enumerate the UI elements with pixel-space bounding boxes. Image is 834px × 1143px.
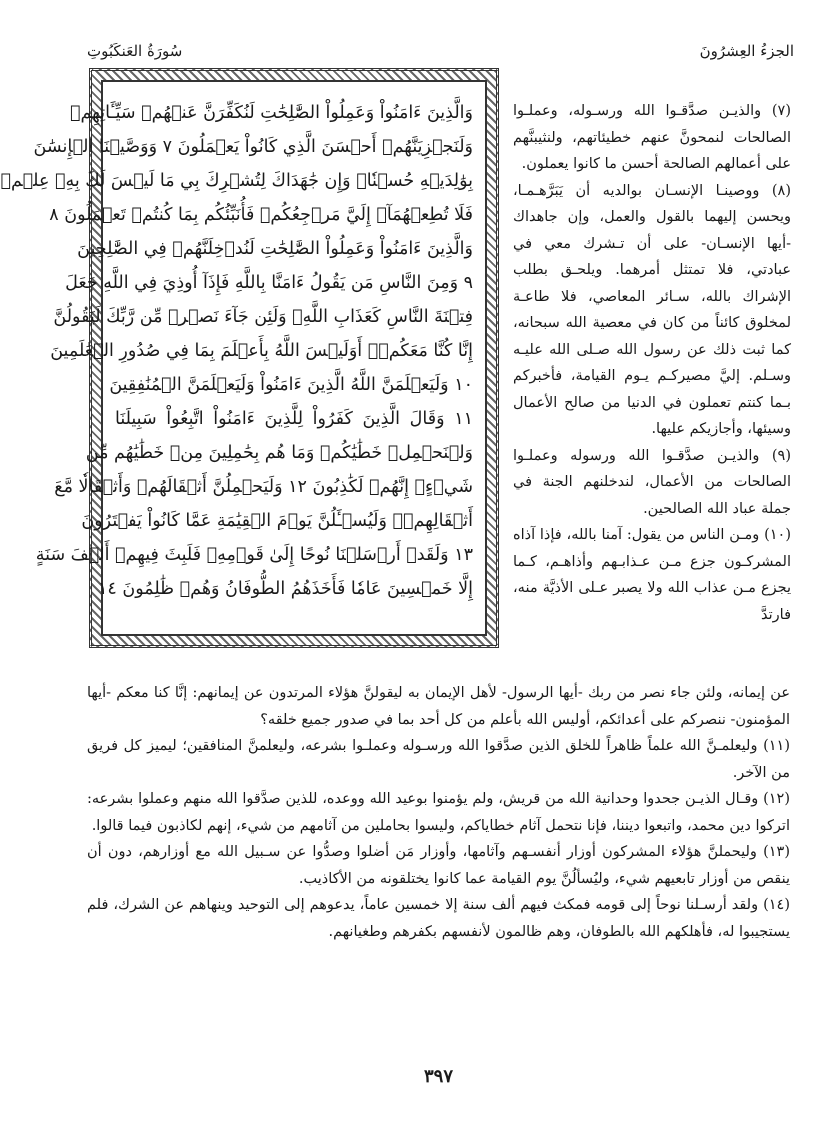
quran-frame — [0, 68, 499, 648]
quran-line: إِنَّا كُنَّا مَعَكُمۡۚ أَوَلَيۡسَ اللَّهُ بِأَعۡلَمَ بِمَا فِي صُدُورِ الۡعَٰلَمِينَ — [50, 341, 473, 361]
quran-line: وَالَّذِينَ ءَامَنُواْ وَعَمِلُواْ الصَّٰلِحَٰتِ لَنُكَفِّرَنَّ عَنۡهُمۡ سَيِّـَٔاتِهِمۡ — [70, 103, 473, 123]
quran-line: ١٠ وَلَيَعۡلَمَنَّ اللَّهُ الَّذِينَ ءَامَنُواْ وَلَيَعۡلَمَنَّ الۡمُنَٰفِقِينَ — [109, 375, 473, 395]
quran-line: بِوَٰلِدَيۡهِ حُسۡنٗاۖ وَإِن جَٰهَدَاكَ لِتُشۡرِكَ بِي مَا لَيۡسَ لَكَ بِهِۦ عِلۡمٞ — [0, 171, 473, 191]
quran-text-box — [0, 80, 487, 636]
quran-line: فِتۡنَةَ النَّاسِ كَعَذَابِ اللَّهِۖ وَلَئِن جَآءَ نَصۡرٞ مِّن رَّبِّكَ لَيَقُولُنَّ — [53, 307, 473, 327]
juz-title: الجزءُ العِشرُونَ — [699, 42, 794, 60]
quran-line: إِلَّا خَمۡسِينَ عَامٗا فَأَخَذَهُمُ الطُّوفَانُ وَهُمۡ ظَٰلِمُونَ ١٤ — [98, 579, 473, 599]
quran-line: ١١ وَقَالَ الَّذِينَ كَفَرُواْ لِلَّذِينَ ءَامَنُواْ اتَّبِعُواْ سَبِيلَنَا — [115, 409, 473, 429]
surah-title: سُورَةُ العَنكَبُوتِ — [87, 42, 183, 60]
tafsir-paragraph: (١٣) وليحملنَّ هؤلاء المشركون أوزار أنفسـهم وآثامها، وأوزار مَن أضلوا وصدُّوا عن سـبيل الله مع أوزارهم، دون أن ينقص من أوزار تابعيهم شيء، وليُسألُنَّ يوم القيامة عما كانوا يختلقونه من الأكاذيب. — [87, 844, 790, 887]
quran-line: وَلَنَجۡزِيَنَّهُمۡ أَحۡسَنَ الَّذِي كَانُواْ يَعۡمَلُونَ ٧ وَوَصَّيۡنَا الۡإِنسَٰنَ — [33, 137, 473, 157]
page-header — [87, 38, 794, 68]
tafsir-paragraph: (١١) وليعلمـنَّ الله علماً ظاهراً للخلق الذين صدَّقوا الله ورسـوله وعملـوا بشرعه، وليعلمنَّ المنافقين؛ ليميز كل فريق من الآخر. — [87, 738, 790, 781]
tafsir-paragraph: (٧) والذيـن صدَّقـوا الله ورسـوله، وعملـوا الصالحات لنمحونَّ عنهم خطيئاتهم، ولنثيبنَّهم على أعمالهم الصالحة أحسن ما كانوا يعملون. — [513, 103, 791, 172]
tafsir-paragraph: (١٤) ولقد أرسـلنا نوحاً إلى قومه فمكث فيهم ألف سنة إلا خمسين عاماً، يدعوهم إلى التوحيد وينهاهم عن الشرك، فلم يستجيبوا له، فأهلكهم الله بالطوفان، وهم ظالمون لأنفسهم بكفرهم وطغيانهم. — [87, 897, 790, 940]
tafsir-side-column — [513, 98, 791, 628]
tafsir-paragraph: عن إيمانه، ولئن جاء نصر من ربك -أيها الرسول- لأهل الإيمان به ليقولنَّ هؤلاء المرتدون عن إيمانهم: إنَّا كنا معكم -أيها المؤمنون- ننصركم على أعدائكم، أوليس الله بأعلم من كل أحد بما في صدور جميع خلقه؟ — [87, 685, 790, 728]
quran-line: ٩ وَمِنَ النَّاسِ مَن يَقُولُ ءَامَنَّا بِاللَّهِ فَإِذَآ أُوذِيَ فِي اللَّهِ جَعَلَ — [65, 273, 473, 293]
quran-line: شَيۡءٍۖ إِنَّهُمۡ لَكَٰذِبُونَ ١٢ وَلَيَحۡمِلُنَّ أَثۡقَالَهُمۡ وَأَثۡقَالٗا مَّعَ — [54, 477, 473, 497]
quran-line: فَلَا تُطِعۡهُمَآۚ إِلَيَّ مَرۡجِعُكُمۡ فَأُنَبِّئُكُم بِمَا كُنتُمۡ تَعۡمَلُونَ ٨ — [49, 205, 473, 225]
quran-line: وَالَّذِينَ ءَامَنُواْ وَعَمِلُواْ الصَّٰلِحَٰتِ لَنُدۡخِلَنَّهُمۡ فِي الصَّٰلِحِينَ — [77, 239, 473, 259]
quran-line: ١٣ وَلَقَدۡ أَرۡسَلۡنَا نُوحًا إِلَىٰ قَوۡمِهِۦ فَلَبِثَ فِيهِمۡ أَلۡفَ سَنَةٍ — [35, 545, 473, 565]
tafsir-paragraph: (١٠) ومـن الناس من يقول: آمنا بالله، فإذا آذاه المشركـون جزع مـن عـذابـهم وأذاهـم، كـما يجزع مـن عذاب الله ولا يصبر عـلى الأذيَّة منه، فارتدَّ — [513, 527, 791, 623]
tafsir-paragraph: (٩) والذيـن صدَّقـوا الله ورسوله وعملـوا الصالحات من الأعمال، لندخلنهم الجنة في جملة عباد الله الصالحين. — [513, 447, 791, 517]
quran-line: وَلۡنَحۡمِلۡ خَطَٰيَٰكُمۡ وَمَا هُم بِحَٰمِلِينَ مِنۡ خَطَٰيَٰهُم مِّن — [85, 443, 473, 463]
page-number: ٣٩٧ — [423, 1066, 453, 1087]
tafsir-paragraph: (٨) ووصينـا الإنسـان بوالديه أن يَبَرَّهـمـا، ويحسن إليهما بالقول والعمل، وإن جاهداك -أيها الإنسـان- على أن تـشرك معي في عبادتي، فلا تمتثل أمرهما. ويلحـق بطلب الإشراك بالله، سـائر المعاصي، فلا طاعـة لمخلوق كائناً من كان في معصية الله سبحانه، كما ثبت ذلك عن رسول الله صـلى الله عليـه وسـلم. إليَّ مصيركـم يـوم القيامة، فأخبركم بـما كنتم تعملون في الدنيا من صالح الأعمال وسيئها، وأجازيكم عليها. — [513, 182, 791, 437]
tafsir-full-width — [87, 680, 790, 945]
quran-line: أَثۡقَالِهِمۡۖ وَلَيُسۡـَٔلُنَّ يَوۡمَ الۡقِيَٰمَةِ عَمَّا كَانُواْ يَفۡتَرُونَ — [81, 511, 473, 531]
tafsir-paragraph: (١٢) وقـال الذيـن جحدوا وحدانية الله من قريش، ولم يؤمنوا بوعيد الله ووعده، للذين صدَّقوا الله منهم وعملوا بشرعه: اتركوا دين محمد، واتبعوا ديننا، فإنا نتحمل آثام خطاياكم، وليسوا بحاملين من آثامهم من شيء، إنهم لكاذبون فيما قالوا. — [87, 791, 790, 834]
